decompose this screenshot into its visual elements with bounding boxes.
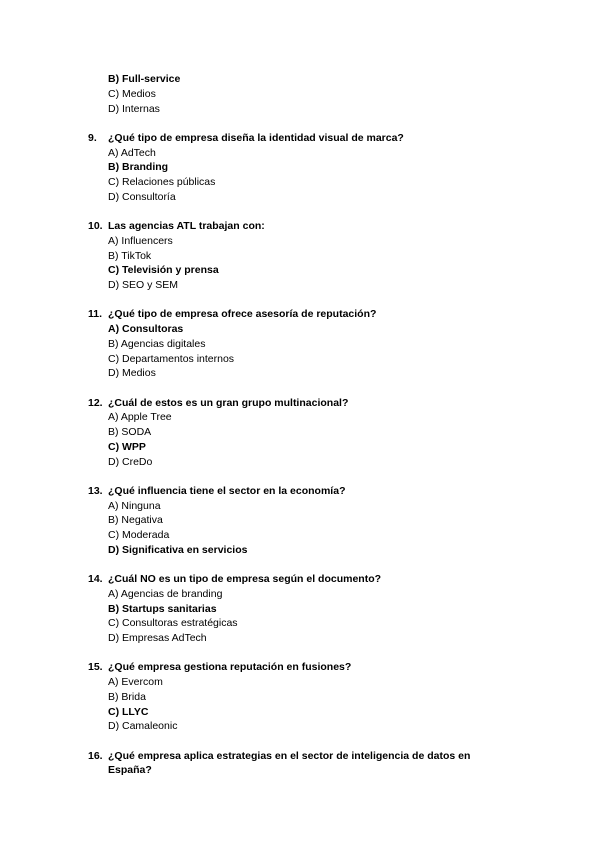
answer-option: A) Ninguna xyxy=(108,499,161,512)
answer-option: D) Consultoría xyxy=(108,190,176,203)
question-text: España? xyxy=(108,764,152,777)
question-text: ¿Qué tipo de empresa diseña la identidad visual de marca? xyxy=(108,131,404,144)
answer-option: D) Internas xyxy=(108,102,160,115)
answer-option: C) Televisión y prensa xyxy=(108,264,219,277)
answer-option: C) Moderada xyxy=(108,529,170,541)
question-text: ¿Qué empresa gestiona reputación en fusiones? xyxy=(108,661,352,674)
question-number: 11. xyxy=(88,308,103,321)
question-number: 10. xyxy=(88,220,103,232)
answer-option: D) Medios xyxy=(108,367,156,380)
answer-option: B) TikTok xyxy=(108,249,152,262)
answer-option: D) Camaleonic xyxy=(108,720,178,733)
question-number: 9. xyxy=(88,131,97,144)
answer-option: B) SODA xyxy=(108,426,152,438)
question-number: 14. xyxy=(88,573,103,585)
answer-option: C) Consultoras estratégicas xyxy=(108,617,238,630)
answer-option: C) Relaciones públicas xyxy=(108,176,216,188)
answer-option: B) Full-service xyxy=(108,73,181,85)
answer-option: B) Branding xyxy=(108,161,169,174)
answer-option: A) AdTech xyxy=(108,146,156,159)
question-text: ¿Qué tipo de empresa ofrece asesoría de reputación? xyxy=(108,308,377,321)
answer-option: D) SEO y SEM xyxy=(108,279,179,291)
question-text: ¿Qué empresa aplica estrategias en el sector de inteligencia de datos en xyxy=(108,749,471,762)
answer-option: A) Evercom xyxy=(108,676,163,688)
answer-option: D) Empresas AdTech xyxy=(108,632,207,644)
answer-option: B) Agencias digitales xyxy=(108,337,206,350)
answer-option: D) CreDo xyxy=(108,455,153,468)
question-text: ¿Cuál de estos es un gran grupo multinacional? xyxy=(108,396,349,409)
answer-option: A) Consultoras xyxy=(108,323,184,335)
answer-option: C) WPP xyxy=(108,440,146,453)
answer-option: B) Startups sanitarias xyxy=(108,602,217,615)
question-number: 13. xyxy=(88,484,103,497)
answer-option: C) Departamentos internos xyxy=(108,352,235,365)
answer-option: A) Agencias de branding xyxy=(108,587,223,600)
answer-option: B) Negativa xyxy=(108,514,163,527)
answer-option: B) Brida xyxy=(108,690,146,703)
answer-option: D) Significativa en servicios xyxy=(108,543,248,556)
question-number: 12. xyxy=(88,396,103,409)
question-number: 16. xyxy=(88,749,103,762)
question-text: ¿Cuál NO es un tipo de empresa según el documento? xyxy=(108,573,382,585)
answer-option: A) Apple Tree xyxy=(108,411,172,424)
question-text: Las agencias ATL trabajan con: xyxy=(108,220,265,232)
answer-option: C) LLYC xyxy=(108,705,149,718)
question-number: 15. xyxy=(88,661,103,674)
question-text: ¿Qué influencia tiene el sector en la economía? xyxy=(108,484,346,497)
answer-option: C) Medios xyxy=(108,87,156,100)
answer-option: A) Influencers xyxy=(108,234,173,247)
